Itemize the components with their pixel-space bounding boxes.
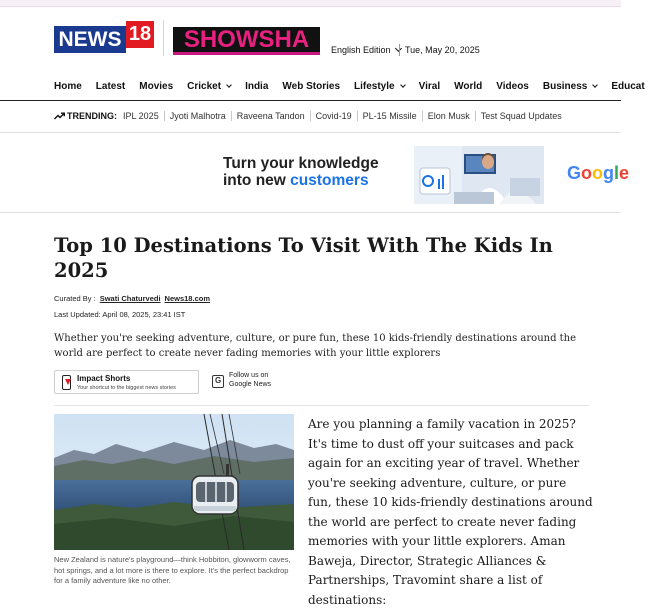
- nav-viral-label: Viral: [418, 81, 441, 92]
- trending-link[interactable]: Elon Musk: [422, 111, 475, 121]
- ad-line-2: [223, 172, 379, 189]
- top-strip: [0, 0, 621, 7]
- nav-lifestyle[interactable]: [354, 81, 405, 92]
- news18-logo-news: NEWS: [54, 26, 126, 53]
- gondola-photo: [54, 414, 294, 550]
- nav-videos-label: Videos: [496, 81, 529, 92]
- trending-link[interactable]: Raveena Tandon: [231, 111, 310, 121]
- news18-logo-number: 18: [126, 21, 154, 48]
- nav-world[interactable]: [454, 81, 482, 92]
- nav-web-stories-label: Web Stories: [282, 81, 341, 92]
- showsha-logo[interactable]: SHOWSHA: [173, 27, 320, 55]
- news18-logo[interactable]: [54, 21, 154, 53]
- nav-home[interactable]: [54, 81, 82, 92]
- nav-videos[interactable]: [496, 81, 529, 92]
- nav-cricket[interactable]: [187, 81, 231, 92]
- ad-photo: [414, 146, 544, 204]
- nav-india-label: India: [245, 81, 269, 92]
- ad-image[interactable]: [414, 146, 544, 204]
- google-news-line-2: Google News: [229, 380, 272, 388]
- nav-latest[interactable]: [96, 81, 125, 92]
- article-body: Are you planning a family vacation in 2025? It's time to dust off your suitcases and pack again for an exciting year of travel. Whether you're seeking adventure, culture, or pure fun, these 10 kids-friendly destinations around the world are perfect to create never fading memories with your little explorers. Aman Baweja, Director, Strategic Alliances & Partnerships, Travomint share a list of destinations:: [308, 417, 593, 607]
- edition-label: English Edition: [331, 45, 391, 55]
- google-news-icon: [212, 375, 224, 388]
- ad-headline[interactable]: [223, 155, 379, 189]
- nav-business-label: Business: [542, 81, 588, 92]
- trending-link[interactable]: Covid-19: [310, 111, 357, 121]
- nav-lifestyle-label: Lifestyle: [354, 81, 395, 92]
- chevron-down-icon: [400, 82, 406, 88]
- nav-web-stories[interactable]: [282, 81, 340, 92]
- logo-divider: [163, 20, 164, 56]
- photo-caption: New Zealand is nature's playground—think Hobbiton, glowworm caves, hot springs, and a lot more is there to explore. It's the perfect backdrop for a family adventure like no other.: [54, 555, 291, 585]
- impact-shorts-title: Impact Shorts: [77, 374, 131, 383]
- nav-education-label: Educat: [611, 81, 645, 92]
- ad-divider: [0, 212, 621, 213]
- trending-bar: [54, 111, 567, 121]
- nav-latest-label: Latest: [95, 81, 126, 92]
- edition-selector[interactable]: [331, 45, 401, 55]
- ad-line-2-highlight: customers: [290, 172, 369, 189]
- nav-cricket-label: Cricket: [187, 81, 222, 92]
- nav-education[interactable]: [611, 81, 644, 92]
- last-updated: Last Updated: April 08, 2025, 23:41 IST: [54, 310, 186, 319]
- google-ad-logo[interactable]: Google: [567, 163, 630, 183]
- main-navigation: [0, 76, 645, 101]
- impact-shorts-button[interactable]: [54, 370, 199, 394]
- nav-movies-label: Movies: [139, 81, 174, 92]
- source-link[interactable]: News18.com: [164, 294, 210, 303]
- impact-shorts-subtitle: Your shortcut to the biggest news stories: [77, 385, 176, 391]
- nav-home-label: Home: [54, 81, 82, 92]
- chevron-down-icon: [226, 82, 232, 88]
- article-byline: [54, 294, 210, 303]
- ad-line-2-prefix: into new: [223, 172, 291, 189]
- impact-shorts-icon: [62, 375, 71, 390]
- ad-line-1: Turn your knowledge: [223, 155, 379, 172]
- article-divider: [54, 405, 589, 406]
- curated-by-label: Curated By :: [54, 294, 96, 303]
- trending-divider: [0, 132, 621, 133]
- edition-divider: [399, 44, 400, 56]
- trending-label: TRENDING:: [67, 111, 117, 121]
- trending-link[interactable]: IPL 2025: [123, 111, 159, 121]
- nav-business[interactable]: [543, 81, 597, 92]
- google-news-line-1: Follow us on: [229, 372, 269, 379]
- trending-up-icon: [54, 112, 65, 120]
- trending-link[interactable]: Jyoti Malhotra: [164, 111, 231, 121]
- chevron-down-icon: [592, 82, 598, 88]
- current-date: Tue, May 20, 2025: [405, 45, 480, 55]
- nav-india[interactable]: [245, 81, 268, 92]
- article-photo[interactable]: [54, 414, 294, 550]
- google-news-text: [229, 372, 271, 389]
- nav-viral[interactable]: [419, 81, 441, 92]
- curator-link[interactable]: Swati Chaturvedi: [99, 294, 161, 303]
- article-summary: Whether you're seeking adventure, culture, or pure fun, these 10 kids-friendly destinations around the world are perfect to create never fading memories with your little explorers: [54, 333, 577, 359]
- article-title: Top 10 Destinations To Visit With The Kids In 2025: [54, 234, 553, 282]
- trending-link[interactable]: PL-15 Missile: [357, 111, 422, 121]
- nav-world-label: World: [454, 81, 483, 92]
- nav-movies[interactable]: [139, 81, 173, 92]
- trending-link[interactable]: Test Squad Updates: [475, 111, 567, 121]
